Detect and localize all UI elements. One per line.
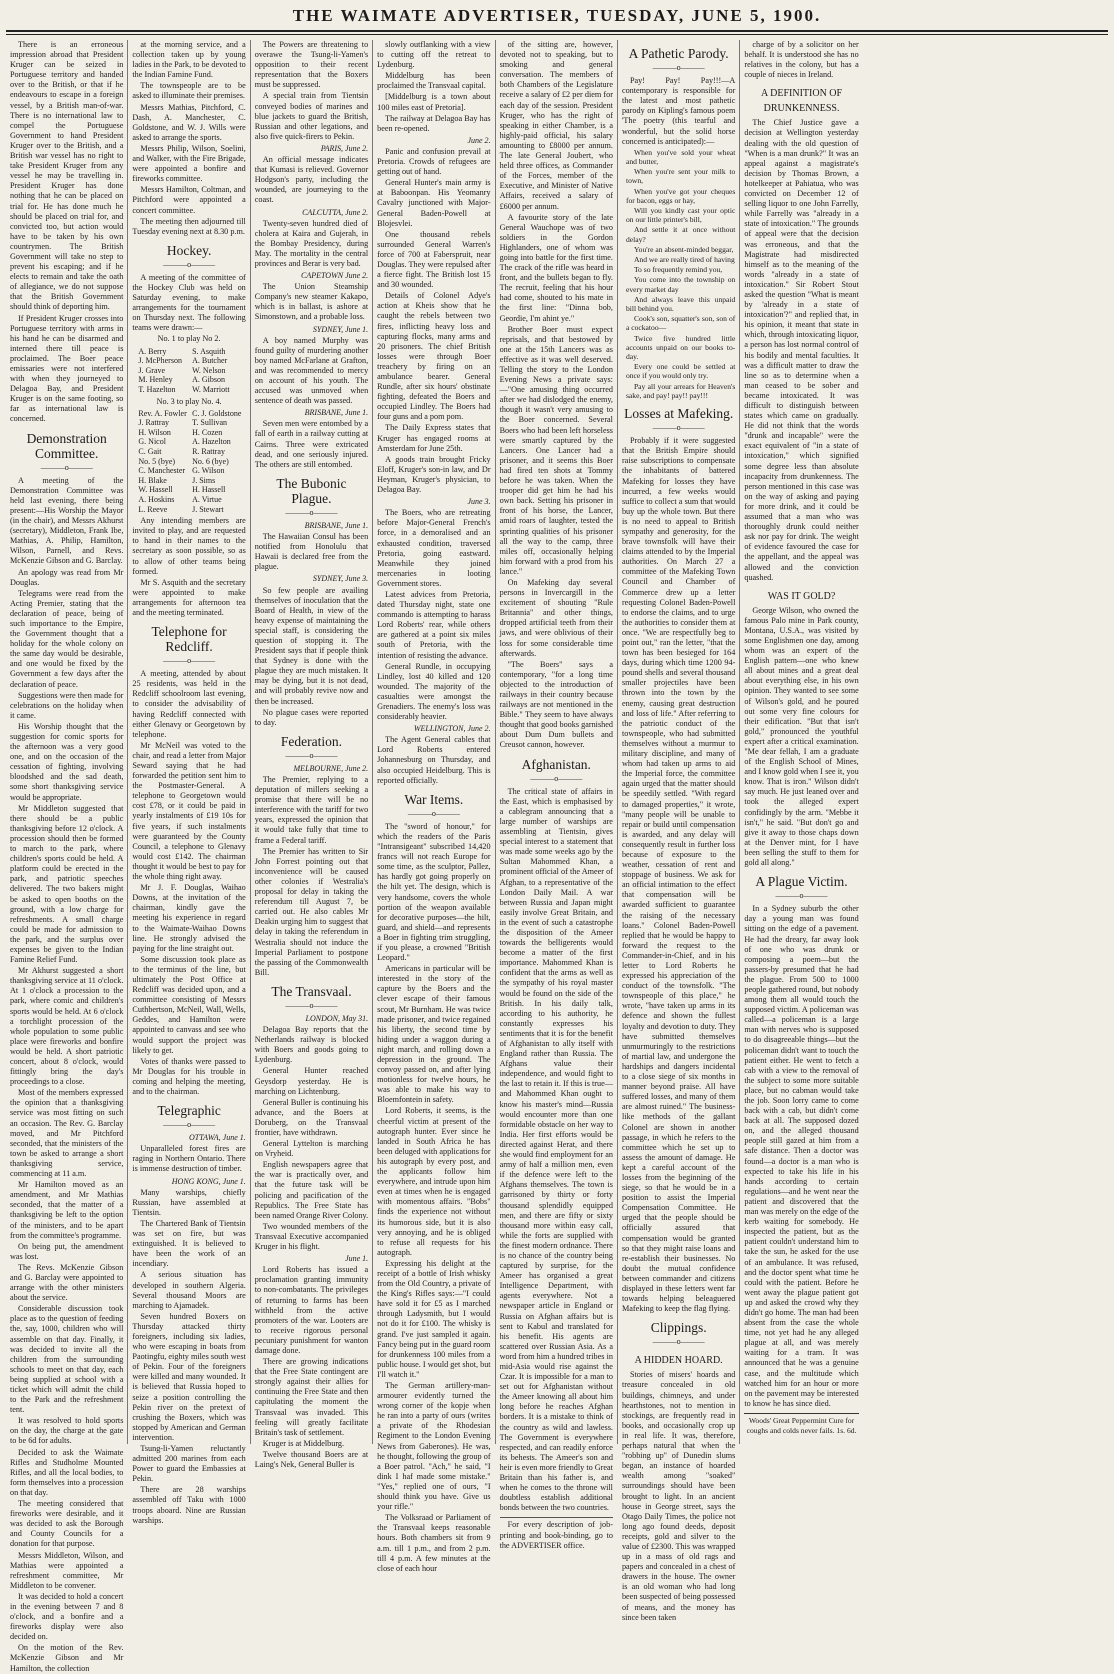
paragraph: Messrs Mathias, Pitchford, C. Dash, A. Manchester, C. Goldstone, and W. J. Wills were asked to arrange the sports.	[132, 102, 246, 142]
paragraph: Latest advices from Pretoria, dated Thursday night, state one commando is attempting to harass Lord Roberts' rear, while others are gathered at a point six miles south of Pretoria, with the intention of resisting the advance.	[377, 589, 491, 660]
paragraph: charge of by a solicitor on her behalf. It is understood she has no relatives in the colony, but has a couple of nieces in Ireland.	[744, 40, 859, 80]
paragraph: The railway at Delagoa Bay has been re-opened.	[377, 113, 491, 133]
divider-ornament: ———o———	[163, 259, 216, 269]
player: A. Virtue	[192, 494, 222, 504]
team-roster-1-2	[132, 347, 245, 395]
divider-ornament: ———o———	[40, 462, 93, 472]
paragraph: slowly outflanking with a view to cutting off the retreat to Lydenburg.	[377, 40, 491, 70]
player: No. 5 (bye)	[138, 456, 176, 466]
dateline: CAPETOWN June 2.	[300, 271, 369, 281]
paragraph: His Worship thought that the suggestion for comic sports for the afternoon was a very good one, and on the occasion of the cessation of fighting, involving bloodshed and the sad death, some short thanksgiving service would be appropriate.	[10, 721, 124, 802]
paragraph: General Lyttelton is marching on Vryheid.	[254, 1139, 369, 1159]
subhead-definition-drunkenness: A DEFINITION OF DRUNKENNESS.	[760, 88, 843, 115]
paragraph: Probably if it were suggested that the British Empire should raise subscriptions to compensate the inhabitants of battered Mafeking for losses they have incurred, a few weeks would suffice to collect a sum that would buy up the whole town. But there is no need to appeal to British sympathy and generosity, for the brave townsfolk will have their claims attended to by the Imperial authorities. On March 27 a committee of the Mafeking Town Council and Chamber of Commerce drew up a letter requesting Colonel Baden-Powell to endorse the claims, and to urge the authorities to consider them at once. "We are respectfully beg to point out," ran the letter, "that the town has been besieged for 164 days, during which time 1200 94-pound shells and several thousand smaller projectiles have been thrown into the town by the enemy, causing great destruction and loss of life." After referring to the patriotic conduct of the townspeople, who had submitted themselves without a murmur to military discipline, and many of whom had taken up arms to aid the Imperial force, the committee again urged that the matter should be speedily settled. "With regard to damaged properties," it wrote, "many people will be unable to repair or build until compensation is awarded, and any delay will consequently result in further loss because of exposure to the weather, cessation of rent and stoppage of business. We ask for an official intimation to the effect that compensation will be awarded sufficient to guarantee the raising of the necessary loans." Colonel Baden-Powell replied that he would be happy to forward the request to the Commander-in-Chief, and in his letter to Lord Roberts he expressed his appreciation of the conduct of the townsfolk. "The townspeople of this place," he wrote, "have taken up arms in its defence and shown the fullest loyalty and devotion to duty. They have submitted themselves unmurmuringly to the restrictions of martial law, and undergone the hardships and dangers incidental to a close siege of six months in manner beyond praise. All have suffered losses, and many of them are almost ruined." The business-like methods of the gallant Colonel are shown in another passage, in which he refers to the committee which he set up to assess the amount of damage. He kept a careful account of the losses from the beginning of the siege, so that he would be in a position to assist the Imperial Compensation Committee. He urged that the people should be officially assured that compensation would be granted so that they might raise loans and re-establish their businesses. No doubt the mutual confidence between commander and citizens displayed in these letters went far towards helping beleaguered Mafeking to keep the flag flying.	[621, 436, 736, 1314]
divider-ornament: ———o———	[407, 808, 460, 818]
parody-verse	[622, 148, 735, 400]
verse-line: When you've sold your wheat and butter,	[625, 147, 736, 166]
paragraph: The German artillery-man-armourer evidently turned the wrong corner of the kopje when he ran into a party of ours (writes a private of the Rhodesian Regiment to the London Evening News from Gaberones). He was, he thought, following the group of a Boer patrol. "Ach," he said, "I dink I haf made some mistake." "Yes," replied one of ours, "I should think you have. Give us your rifle."	[377, 1381, 491, 1512]
player: C. J. Goldstone	[192, 408, 242, 418]
paragraph: Delagoa Bay reports that the Netherlands railway is blocked with Boers and goods going to Lydenburg.	[254, 1025, 369, 1065]
paragraph: Kruger is at Middelburg.	[262, 1438, 345, 1448]
verse-line: You come into the township on every market day	[625, 275, 736, 294]
player: W. Marriott	[192, 384, 230, 394]
divider-ornament: ———o———	[775, 891, 828, 901]
paragraph: English newspapers agree that the war is practically over, and that the future task will be policing and pacification of the Republics. The Free State has been named Orange River Colony.	[254, 1160, 369, 1220]
paragraph: One thousand rebels surrounded General Warren's force of 700 at Faberspruit, near Douglas. They were repulsed after a fierce fight. The British lost 15 and 30 wounded.	[377, 229, 491, 290]
column-3	[251, 40, 373, 1469]
paragraph: The townspeople are to be asked to illuminate their premises.	[132, 81, 246, 101]
headline-bubonic-plague: The Bubonic Plague.	[276, 475, 347, 506]
advertisement-peppermint-cure: Woods' Great Peppermint Cure for coughs and colds never fails. 1s. 6d.	[744, 1413, 858, 1436]
paragraph: A special train from Tientsin conveyed bodies of marines and blue jackets to guard the British, Russian and other legations, and also five quick-firers to Pekin.	[254, 91, 369, 141]
headline-telegraphic: Telegraphic	[157, 1103, 221, 1119]
paragraph: There are 28 warships assembled off Taku with 1000 troops aboard. Nine are Russian warships.	[132, 1485, 246, 1525]
paragraph: Some discussion took place as to the terminus of the line, but ultimately the Post Office at Redcliff was decided upon, and a committee consisting of Messrs Cuthbertson, McNeil, Wall, Wells, Geddes, and Hamilton were appointed to canvass and see who would support the project was likely to get.	[132, 954, 246, 1055]
paragraph: The Powers are threatening to overawe the Tsung-li-Yamen's opposition to their recent representation that the Boxers must be suppressed.	[254, 40, 369, 90]
paragraph: An apology was read from Mr Douglas.	[10, 567, 124, 587]
dateline: WELLINGTON, June 2.	[413, 724, 491, 734]
headline-plague-victim: A Plague Victim.	[755, 874, 848, 890]
paragraph: Twenty-seven hundred died of cholera at Kaira and Gujerah, in the Bombay Presidency, during May. The mortality in the central provinces and Berar is very bad.	[254, 218, 369, 268]
player: W. Hassell	[138, 485, 173, 495]
columns	[6, 40, 1108, 1673]
player: H. Cozen	[192, 427, 223, 437]
player: T. Sullivan	[192, 418, 228, 428]
player: W. Nelson	[192, 365, 226, 375]
paragraph: Mr Middleton suggested that there should be a public thanksgiving before 12 o'clock. A procession should then be formed to march to the park, where children's sports could be held. A platform could be erected in the park, and patriotic speeches delivered. The two bakers might be asked to open booths on the ground, with a low charge for refreshments. A small charge could be made for admission to the park, and the surplus over expenses be given to the Indian Famine Relief Fund.	[10, 803, 124, 965]
paragraph: [Middelburg is a town about 100 miles east of Pretoria].	[377, 92, 491, 112]
paragraph: It was resolved to hold sports on the day, the charge at the gate to be 6d for adults.	[10, 1416, 124, 1446]
headline-telephone-redcliff: Telephone for Redcliff.	[151, 624, 227, 655]
printing-notice: For every description of job-printing and book-binding, go to the ADVERTISER office.	[500, 1517, 613, 1550]
headline-losses-mafeking: Losses at Mafeking.	[624, 406, 734, 422]
player: C. Gait	[138, 446, 162, 456]
divider-ornament: ———o———	[652, 423, 705, 433]
article-kruger-paragraph: If President Kruger crosses into Portuguese territory with arms in his hand he can be disarmed and interned there till peace is proclaimed. The Boer peace emissaries were not interfered with when they journeyed to Delagoa Bay, and President Kruger is on the same footing, so far as international law is concerned.	[10, 313, 124, 424]
paragraph: General Buller is continuing his advance, and the Boers at Doruberg, on the Transvaal frontier, have withdrawn.	[254, 1097, 369, 1137]
divider-ornament: ———o———	[285, 750, 338, 760]
team-heading: No. 1 to play No 2.	[157, 334, 221, 344]
verse-line: And always leave this unpaid bill behind you.	[625, 294, 736, 313]
paragraph: So few people are availing themselves of inoculation that the Board of Health, in view of the heavy expense of maintaining the special staff, is considering the question of stopping it. The President says that if people think that Sydney is done with the plague they are much mistaken. It may be dying, but it is not dead, and will probably revive now and then be increased.	[254, 585, 369, 706]
verse-line: To so frequently remind you,	[633, 265, 723, 275]
player: G. Wilson	[192, 466, 225, 476]
paragraph: In a Sydney suburb the other day a young man was found sitting on the edge of a pavement. He had the dreary, far away look of one who was drunk or composing a poem—but the passers-by presumed that he had the plague. From 500 to 1000 people gathered round, but nobody among them all would touch the supposed victim. A policeman was called—a policeman is a large man with nerves who is supposed to do disagreeable things—but the policeman didn't want to touch the patient either. He went to fetch a cab with a view to the removal of the subject to some more suitable place, but no cabman would take the job. Soon lorry came to come back with a cab, but didn't come back at all. The supposed dozed on, and the alleged thousand people still gazed at him from a safe distance. Then a doctor was found—a doctor is a man who is expected to take his life in his hands according to certain regulations—and he went near the patient and discovered that the man was merely on the edge of the kerb waiting for somebody. He inspected the patient, but as the patient couldn't understand him to take the sun, he asked for the use of an ambulance. It was refused, and the doctor spent what time he could with the patient. Before he went away the plague patient got up and asked the crowd why they didn't go home. The man had been absent from the case the whole time, not yet had he any alleged plague at all, and was merely waiting for a tram. It was announced that he was a genuine case, and the multitude which watched him for an hour or more on the pavement may be interested to know he has since died.	[744, 904, 859, 1408]
paragraph: Lord Roberts has issued a proclamation granting immunity to non-combatants. The privileges of returning to farms has been withheld from the active promoters of the war. Looters are to receive rigorous personal pecuniary punishment for wanton damage done.	[254, 1265, 369, 1355]
dateline: HONG KONG, June 1.	[171, 1176, 246, 1186]
column-1	[6, 40, 128, 1673]
headline-afghanistan: Afghanistan.	[521, 756, 591, 772]
paragraph: No plague cases were reported to day.	[254, 707, 369, 727]
masthead-rule	[6, 30, 1108, 32]
verse-line: And we are really tired of having	[633, 254, 735, 264]
paragraph: A meeting of the committee of the Hockey Club was held on Saturday evening, to make arrangements for the tournament on Thursday next. The following teams were drawn:—	[132, 272, 246, 333]
player: A. Hazelton	[192, 437, 231, 447]
paragraph: Decided to ask the Waimate Rifles and Studholme Mounted Rifles, and all the local bodies, to form themselves into a procession on that day.	[10, 1447, 124, 1497]
dateline: June 1.	[345, 1254, 369, 1264]
player: J. Stewart	[192, 504, 224, 514]
subhead-hidden-hoard: A HIDDEN HOARD.	[634, 1355, 723, 1367]
dateline: June 2.	[467, 135, 491, 145]
paragraph: Any intending members are invited to play, and are requested to hand in their names to the secretary as soon possible, so as to allow of other teams being formed.	[132, 516, 246, 576]
column-7	[740, 40, 862, 1444]
headline-pathetic-parody: A Pathetic Parody.	[628, 46, 729, 61]
paragraph: The Chartered Bank of Tientsin was set on fire, but was extinguished. It is believed to have been the work of an incendiary.	[132, 1218, 246, 1269]
player: S. Asquith	[192, 346, 226, 356]
paragraph: The meeting considered that fireworks were desirable, and it was decided to ask the Borough and County Councils for a donation for that purpose.	[10, 1499, 124, 1549]
player: A. Butcher	[192, 356, 228, 366]
paragraph: A serious situation has developed in southern Algeria. Several thousand Moors are marching to Ajamadek.	[132, 1270, 246, 1310]
verse-line: Every one could be settled at once if you would only try.	[625, 362, 736, 381]
paragraph: Most of the members expressed the opinion that a thanksgiving service was most fitting on such an occasion. The Rev. G. Barclay moved, and Mr Pitchford seconded, that the ministers of the town be asked to arrange a short thanksgiving service, commencing at 11 a.m.	[10, 1088, 124, 1179]
divider-ornament: ———o———	[163, 656, 216, 666]
team-1	[138, 347, 192, 395]
paragraph: Seven men were entombed by a fall of earth in a railway cutting at Cairns. Three were extricated dead, and one seriously injured. The others are still entombed.	[254, 419, 369, 469]
paragraph: Twelve thousand Boers are at Laing's Nek, General Buller is	[254, 1449, 369, 1469]
dateline: PARIS, June 2.	[320, 143, 369, 153]
paragraph: A boy named Murphy was found guilty of murdering another boy named McFarlane at Grafton, and was recommended to mercy on account of his youth. The accused was unmoved when sentence of death was passed.	[254, 335, 369, 406]
paragraph: The Boers, who are retreating before Major-General French's force, in a demoralised and an exhausted condition, traversed Pretoria, going eastward. Meanwhile they joined mercenaries in looting Government stores.	[377, 508, 491, 588]
paragraph: Many warships, chiefly Russian, have assembled at Tientsin.	[132, 1187, 246, 1217]
paragraph: The Premier has written to Sir John Forrest pointing out that inconvenience will be caused other colonies if Westralia's proposal for delay in taking the referendum till August 7, be carried out. He also cables Mr Deakin urging him to suggest that delay in taking the referendum in Westralia should not induce the Imperial Parliament to postpone the passing of the Commonwealth Bill.	[254, 846, 369, 977]
masthead-rule-thin	[6, 34, 1108, 35]
subhead-was-it-gold: WAS IT GOLD?	[767, 590, 836, 602]
column-5	[496, 40, 618, 1550]
paragraph: A meeting of the Demonstration Committee was held last evening, there being present:—His Worship the Mayor (in the chair), and Messrs Akhurst (secretary), Middleton, Frank Ibe, Mathias, A. Philip, Hamilton, Wilson, Parnell, and Revs. McKenzie Gibson and G. Barclay.	[10, 475, 124, 566]
verse-line: Pay all your arrears for Heaven's sake, and pay! pay!! pay!!!	[625, 381, 736, 400]
player: M. Henley	[138, 375, 173, 385]
team-roster-3-4	[132, 409, 245, 515]
paragraph: General Hunter reached Geysdorp yesterday. He is marching on Lichtenburg.	[254, 1066, 369, 1096]
verse-line: And settle it at once without delay?	[625, 225, 736, 244]
headline-demonstration-committee: Demonstration Committee.	[26, 430, 107, 461]
player: A. Gibson	[192, 375, 225, 385]
paragraph: The Revs. McKenzie Gibson and G. Barclay were appointed to arrange with the other ministers about the service.	[10, 1262, 124, 1303]
player: H. Wilson	[138, 427, 171, 437]
dateline: CALCUTTA, June 2.	[302, 207, 369, 217]
team-3	[138, 409, 192, 515]
paragraph: of the sitting are, however, devoted not to speaking, but to smoking and general conversation. The members of both Chambers of the Legislature receive a salary of £2 per diem for each day of the session. President Kruger, who has the right of speaking in either Chamber, is a highly-paid official, his salary amounting to £8000 per annum. The late General Joubert, who held three offices, as Commander of the Forces, member of the Executive, and Minister of Native Affairs, received a salary of £6000 per annum.	[499, 40, 613, 211]
verse-line: Will you kindly cast your optic on our little printer's bill,	[625, 205, 736, 225]
paragraph: at the morning service, and a collection taken up by young ladies in the Park, to be devoted to the Indian Famine Fund.	[132, 40, 246, 80]
column-2	[128, 40, 250, 1525]
player: T. Hazelton	[138, 384, 176, 394]
verse-line: Cook's son, squatter's son, son of a cockatoo—	[625, 314, 736, 333]
paragraph: "The Boers" says a contemporary, "for a long time objected to the introduction of railways in their country because railways are not mentioned in the Bible." They seem to have always thought that good books garnished about Dum Dum bullets and Creusot cannon, however.	[499, 659, 613, 750]
divider-ornament: ———o———	[652, 1337, 705, 1347]
paragraph: The meeting then adjourned till Tuesday evening next at 8.30 p.m.	[132, 216, 246, 236]
masthead: THE WAIMATE ADVERTISER, TUESDAY, JUNE 5, 1900.	[292, 6, 822, 25]
paragraph: Mr S. Asquith and the secretary were appointed to make arrangements for afternoon tea and the meeting terminated.	[132, 577, 246, 617]
divider-ornament: ———o———	[652, 63, 705, 72]
player: No. 6 (bye)	[192, 456, 229, 466]
divider-ornament: ———o———	[285, 1000, 338, 1010]
player: A. Berry	[138, 346, 167, 356]
paragraph: Americans in particular will be interested in the story of the capture by the Boers and the clever escape of their famous scout, Mr Burnham. He was twice made prisoner, and twice regained his liberty, the second time by hiding under a waggon during a night march, and rolling down a depression in the ground. The convoy passed on, and after lying motionless for twelve hours, he was able to make his way to Bloemfontein in safety.	[377, 964, 491, 1105]
column-6	[618, 40, 740, 1622]
player: R. Rattray	[192, 446, 225, 456]
player: J. Sims	[192, 475, 216, 485]
paragraph: Telegrams were read from the Acting Premier, stating that the declaration of peace, being of such importance to the Empire, the Government thought that a holiday for the whole colony on the same day would be desirable, and one would be fixed by the Government a few days after the declaration of peace.	[10, 588, 124, 689]
paragraph: Details of Colonel Adye's action at Kheis show that he caught the rebels between two fires, inflicting heavy loss and capturing flocks, many arms and 20 prisoners. The chief British losses were through Boer treachery by firing on an ambulance bearer. General Rundle, after six hours' obstinate fighting, defeated the Boers and occupied Lindley. The Boers had four guns and a pom pom.	[377, 291, 491, 422]
dateline: MELBOURNE, June 2.	[293, 763, 369, 773]
column-4	[373, 40, 495, 1573]
dateline: SYDNEY, June 1.	[312, 324, 369, 334]
player: A. Hoskins	[138, 494, 175, 504]
paragraph: Tsung-li-Yamen reluctantly admitted 200 marines from each Power to guard the Embassies at Pekin.	[132, 1444, 246, 1484]
dateline: June 3.	[467, 497, 491, 507]
paragraph: On being put, the amendment was lost.	[10, 1241, 124, 1261]
paragraph: The Chief Justice gave a decision at Wellington yesterday dealing with the old question of "When is a man drunk?" It was an appeal against a magistrate's decision by Thomas Brown, a hotelkeeper at Pahiatua, who was convicted on December 12 of selling liquor to one John Farrelly, while Farrelly was "already in a state of intoxication." The grounds of appeal were that the decision was erroneous, and that the Magistrate had misdirected himself as to the meaning of the words "already in a state of intoxication." Sir Robert Stout asked the question "What is meant by 'already in a state of intoxication'?" and replied that, in his opinion, it meant that state in which, through intoxicating liquor, a person has lost normal control of his bodily and mental faculties. It was a difficult matter to draw the line so as to determine when a man ceased to be sober and became intoxicated. It was difficult to distinguish between states which came on gradually. He did not think that the words "drunk and incapable" were the exact equivalent of "in a state of intoxication," which signified some degree less than absolute incapacity from drunkenness. The person mentioned in this case was on the way of asking and paying for more drink, and it could be assumed that a man who was thoroughly drunk could neither ask nor pay for drink. The weight of evidence favoured the case for the appellant, and the appeal was allowed and the conviction quashed.	[744, 118, 859, 582]
paragraph: Messrs Philip, Wilson, Soelini, and Walker, with the Fire Brigade, were appointed a bonfire and fireworks committee.	[132, 143, 246, 184]
paragraph: Suggestions were then made for celebrations on the holiday when it came.	[10, 690, 124, 720]
paragraph: The Agent General cables that Lord Roberts entered Johannesburg on Thursday, and also occupied Heidelburg. This is reported officially.	[377, 735, 491, 785]
paragraph: The critical state of affairs in the East, which is emphasised by a cablegram announcing that a large number of warships are assembling at Tientsin, gives special interest to a statement that was made some weeks ago by the Sultan Mahommed Khan, a prominent official of the Ameer of Afghan, to a representative of the London Daily Mail. A war between Russia and Japan might easily involve Great Britain, and in the event of such a catastrophe the disposition of the Ameer towards the belligerents would become a matter of the first importance. Mahommed Khan is confident that the arms as well as the sympathy of his royal master would be found on the side of the British. In his daily talk, according to his authority, he constantly expresses his sentiments that it is for the benefit of Afghanistan to ally itself with England rather than Russia. The Afghans value their independence, and would fight to the last to retain it. If this is true—and Mahommed Khan ought to know his master's mind—Russia would encounter more than one formidable obstacle on her way to India. Her first efforts would be directed against Herat, and there she would find employment for an army of half a million men, even if the defence were left to the Afghans themselves. The town is garrisoned by thirty or forty thousand splendidly equipped men, and there are fifty or sixty thousand more within easy call, while the forts are supplied with the finest modern ordnance. There is no chance of the country being captured by surprise, for the Ameer has organised a great Intelligence Department, with agents everywhere. Not a newspaper article in England or Russia on Afghan affairs but is sent to Kabul and translated for his benefit. His agents are scattered over Russian Asia. As a word from him a hundred tribes in mid-Asia would rise against the Czar. It is impossible for a man to set out for Afghanistan without the Ameer knowing all about him long before he reaches Afghan borders. It is a mistake to think of the country as wild and lawless. The Government is everywhere respected, and can readily enforce its behests. The Ameer's son and heir is even more friendly to Great Britain than his father is, and when he comes to the throne will doubtless establish additional bonds between the two countries.	[499, 786, 613, 1513]
player: C. Manchester	[138, 466, 186, 476]
paragraph: The Hawaiian Consul has been notified from Honolulu that Hawaii is declared free from the plague.	[254, 532, 369, 572]
verse-line: Twice five hundred little accounts unpaid on our books to-day.	[625, 333, 736, 362]
team-2	[192, 347, 246, 395]
paragraph: The "sword of honour," for which the readers of the Paris "Intransigeant" subscribed 14,420 francs will not reach Europe for some time, as the sculptor, Pallez, has hardly got going properly on the hilt yet. The design, which is very handsome, covers the whole portion of the weapon available for decorative purposes—the hilt, guard, and shield—and represents a Boer in fighting trim struggling, if you please, a crowned "British Leopard."	[377, 821, 491, 963]
paragraph: Middelburg has been proclaimed the Transvaal capital.	[377, 71, 491, 91]
paragraph: A favourite story of the late General Wauchope was of two soldiers in the Gordon Highlanders, one of whom was going into battle for the first time. The crack of the rifle was heard in front, and the bullets began to fly. The recruit, feeling that his hour had come, shouted to his mate in the first line: "Dinna bob, Geordie, I'm ahint ye."	[499, 212, 613, 323]
player: L. Reeve	[138, 504, 168, 514]
player: H. Hassell	[192, 485, 226, 495]
paragraph: Votes of thanks were passed to Mr Douglas for his trouble in coming and helping the meeting, and to the chairman.	[132, 1056, 246, 1096]
paragraph: The Union Steamship Company's new steamer Kakapo, which is in ballast, is ashore at Simonstown, and a probable loss.	[254, 282, 369, 322]
player: J. Rattray	[138, 418, 170, 428]
article-kruger-paragraph: There is an erroneous impression abroad that President Kruger can be seized in Portuguese territory and handed over to the British, or that if he endeavours to escape in a foreign vessel, by a British man-of-war. There is no international law to compel the Portuguese Government to hand President Kruger over to the British, and a British war vessel has no right to take President Kruger from any vessel he may be travelling in. President Kruger has done nothing that he can be placed on trial for. He has done much he should be placed on trial for, and convicted too, but action would have to be taken by his own countrymen. The British Government will take no step to prevent his escaping; and if he elects to remain and take the oath of allegiance, we do not suppose that the British Government should think of deporting him.	[10, 40, 124, 312]
paragraph: There are growing indications that the Free State contingent are strongly against their allies for continuing the Free State and then capitulating the moment the Transvaal was invaded. This feeling will greatly facilitate Britain's task of settlement.	[254, 1357, 369, 1437]
paragraph: The Daily Express states that Kruger has engaged rooms at Amsterdam for June 25th.	[377, 423, 491, 453]
paragraph: Messrs Hamilton, Coltman, and Pitchford were appointed a concert committee.	[132, 185, 246, 215]
divider-ornament: ———o———	[530, 773, 583, 783]
paragraph: A meeting, attended by about 25 residents, was held in the Redcliff schoolroom last evening, to consider the advisability of having Redcliff connected with either Glenavy or Georgetown by telephone.	[132, 669, 246, 739]
paragraph: On Mafeking day several persons in Invercargill in the excitement of shouting "Rule Britannia" and other things, dropped artificial teeth from their jaws, and were oblivious of their loss for some considerable time afterwards.	[499, 577, 613, 658]
dateline: LONDON, May 31.	[305, 1013, 369, 1023]
player: G. Nicol	[138, 437, 166, 447]
headline-clippings: Clippings.	[650, 1320, 707, 1336]
verse-line: When you're sent your milk to town,	[625, 167, 736, 186]
headline-war-items: War Items.	[404, 791, 464, 807]
paragraph: Mr McNeil was voted to the chair, and read a letter from Major Seward saying that he had forwarded the petition sent him to the Postmaster-General. A telephone to Georgetown would cost £78, or it could be paid in yearly instalments of £19 10s for five years, if such instalments were guaranteed by the County Council, a telephone to Glenavy would cost £142. The chairman thought it would be best to pay for the whole thing right away.	[132, 740, 246, 882]
verse-line: You're an absent-minded beggar,	[633, 244, 734, 254]
paragraph: Brother Boer must expect reprisals, and that bestowed by one at the 15th Lancers was as effective as it was well deserved. Telling the story to the London Evening News a private says:—"One amusing thing occurred after we had dislodged the enemy, though it wasn't very amusing to the Boer concerned. Several Boers who had been left horseless were smartly captured by the Lancers. One Lancer had a prisoner, and it seems this Boer had fired ten shots at Tommy before he was taken. When the trooper did get him he had his own back. Setting his prisoner in front of his horse, the Lancer, amid roars of laughter, tested the sprinting qualities of his prisoner all the way to the camp, three miles off, occasionally helping him forward with a prod from his lance."	[499, 324, 613, 576]
paragraph: Lord Roberts, it seems, is the cheerful victim at present of the autograph hunter. Ever since he landed in South Africa he has been deluged with applications for his autograph by every post, and the applicants follow him everywhere, and intrude upon him even at times when he is engaged with momentous affairs. "Bobs" finds the experience not without its humorous side, but it is also very annoying, and he is obliged to refuse all requests for his autograph.	[377, 1106, 491, 1257]
player: J. McPherson	[138, 356, 182, 366]
dateline: BRISBANE, June 1.	[304, 408, 369, 418]
dateline: SYDNEY, June 3.	[312, 574, 369, 584]
paragraph: Two wounded members of the Transvaal Executive accompanied Kruger in his flight.	[254, 1221, 369, 1252]
divider-ornament: ———o———	[285, 507, 338, 517]
player: H. Blake	[138, 475, 167, 485]
paragraph: Messrs Middleton, Wilson, and Mathias were appointed a refreshment committee, Mr Middleton to be convener.	[10, 1550, 124, 1590]
paragraph: Considerable discussion took place as to the question of feeding the, say, 1000, children who will assemble on that day. Finally, it was decided to invite all the children from the surrounding schools to meet on that day, each being supplied at school with a ticket which will admit the child to the Park and the refreshment tent.	[10, 1304, 124, 1415]
player: Rev. A. Fowler	[138, 408, 187, 418]
paragraph: The Volksraad or Parliament of the Transvaal keeps reasonable hours. Both chambers sit from 9 a.m. till 1 p.m., and from 2 p.m. till 4 p.m. A few minutes at the close of each hour	[377, 1513, 491, 1573]
paragraph: An official message indicates that Kumasi is relieved. Governor Hodgson's party, including the wounded, are journeying to the coast.	[254, 155, 369, 205]
team-4	[192, 409, 246, 515]
paragraph: Panic and confusion prevail at Pretoria. Crowds of refugees are getting out of hand.	[377, 146, 491, 177]
dateline: OTTAWA, June 1.	[189, 1133, 246, 1143]
paragraph: Stories of misers' hoards and treasure concealed in old buildings, chimneys, and under hearthstones, not to mention in stockings, are frequently read in books, and occasionally crop up in real life. It was, therefore, perhaps natural that when the "robbing up" of Dunedin slums began, an instance of hoarded wealth among "soaked" surroundings should have been brought to light. In an ancient house in George street, says the Otago Daily Times, the police not long ago found deeds, deposit receipts, gold and silver to the value of £2300. This was wrapped up in a mass of old rags and papers and concealed in a chest of drawers in the house. The owner is an old woman who had long been suspected of being possessed of means, and the money has since been taken	[621, 1370, 736, 1622]
headline-hockey: Hockey.	[166, 242, 212, 258]
team-heading: No. 3 to play No. 4.	[156, 396, 222, 406]
paragraph: Mr Hamilton moved as an amendment, and Mr Mathias seconded, that the matter of a thanksgiving be left to the option of the ministers, and to be apart from the committee's programme.	[10, 1180, 124, 1240]
paragraph: A goods train brought Fricky Eloff, Kruger's son-in law, and Dr Heyman, Kruger's physician, to Delagoa Bay.	[377, 454, 491, 495]
player: J. Grave	[138, 365, 166, 375]
paragraph: Expressing his delight at the receipt of a bottle of Irish whisky from the Old Country, a private of the King's Rifles says:—"I could have sold it for £5 as I marched through Ladysmith, but I would not do it for £100. The whisky is grand. I've just sampled it again. Fancy being put in the guard room for drunkenness 100 miles from a public house. I would get shot, but I'll watch it."	[377, 1258, 491, 1379]
paragraph: General Hunter's main army is at Baboonpan. His Yeomanry Cavalry junctioned with Major-General Baden-Powell at Blojesvlei.	[377, 178, 491, 228]
paragraph: On the motion of the Rev. McKenzie Gibson and Mr Hamilton, the collection	[10, 1643, 124, 1673]
paragraph: General Rundle, in occupying Lindley, lost 40 killed and 120 wounded. The majority of the casualties were amongst the Grenadiers. The enemy's loss was considerably heavier.	[377, 661, 491, 722]
paragraph: George Wilson, who owned the famous Palo mine in Park county, Montana, U.S.A., was visited by some Englishmen one day, among whom was an expert of the English pattern—one who knew all about mines and a great deal about everything else, in his own opinion. They wanted to see some of Wilson's gold, and he poured out some very fine colours for their edification. "But that isn't gold," pronounced the youthful expert after a critical examination. "Me dear fellah, I am a graduate of the English School of Mines, and I know gold when I see it, you know. That is iron." Wilson didn't say much. He just leaned over and took the alleged expert confidingly by the arm. "Mebbe it isn't," he said. "But don't go and give it away to those chaps down at the Denver mint, for I have been selling the stuff to them for gold all along."	[744, 605, 859, 868]
paragraph: Pay! Pay! Pay!!!—A contemporary is responsible for the latest and most pathetic parody on Kipling's famous poem 'The poetry (this tearful and wonderful, but the solid horse concerned is anticipated):—	[621, 76, 736, 146]
paragraph: Mr J. F. Douglas, Waihao Downs, at the invitation of the chairman, kindly gave the meeting his experience in regard to the Waimate-Waihao Downs line. He strongly advised the paying for the line straight out.	[132, 883, 246, 953]
headline-federation: Federation.	[280, 733, 343, 749]
headline-transvaal: The Transvaal.	[271, 983, 352, 999]
paragraph: Unparalleled forest fires are raging in Northern Ontario. There is immense destruction of timber.	[132, 1144, 246, 1174]
verse-line: When you've got your cheques for bacon, eggs or hay,	[625, 186, 736, 205]
paragraph: Seven hundred Boxers on Thursday attacked thirty foreigners, including six ladies, who were escaping in boats from Paotingfu, eighty miles south west of Pekin. Four of the foreigners were killed and many wounded. It is believed that Russia hoped to seize a position controlling the Pekin river on the pretext of crushing the Boxers, which was stopped by American and German intervention.	[132, 1311, 246, 1442]
paragraph: The Premier, replying to a deputation of millers seeking a promise that there will be no interference with the tariff for two years, expressed the opinion that it would take fully that time to frame a Federal tariff.	[254, 775, 369, 845]
paragraph: It was decided to hold a concert in the evening between 7 and 8 o'clock, and a bonfire and a fireworks display were also decided on.	[10, 1591, 124, 1642]
divider-ornament: ———o———	[163, 1120, 216, 1130]
paragraph: Mr Akhurst suggested a short thanksgiving service at 11 o'clock. At 1 o'clock a procession to the park, where comic and children's sports would be held. At 6 o'clock a torchlight procession of the whole population to some public place were fireworks and bonfire would be held. A short patriotic concert, about 8 o'clock, would fittingly bring the day's proceedings to a close.	[10, 966, 124, 1087]
dateline: BRISBANE, June 1.	[304, 520, 369, 530]
